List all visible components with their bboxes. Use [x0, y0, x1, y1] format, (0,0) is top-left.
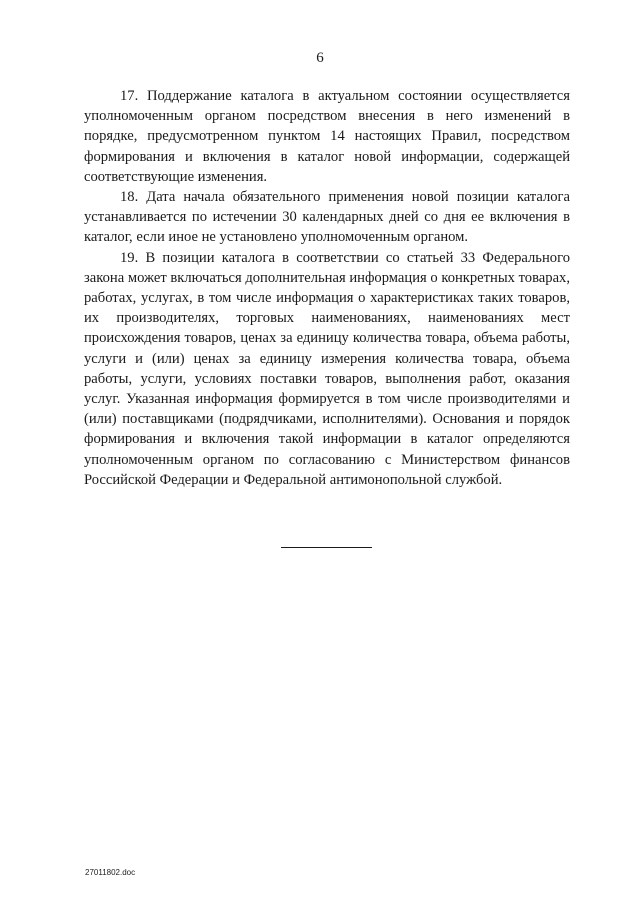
end-separator-line — [281, 547, 372, 548]
paragraph-18: 18. Дата начала обязательного применения новой позиции каталога устанавливается по истечении 30 календарных дней со дня ее включения в каталог, если иное не установлено уполномоченным органом. — [84, 189, 570, 246]
document-body — [84, 86, 570, 490]
paragraph-19: 19. В позиции каталога в соответствии со статьей 33 Федерального закона может включаться дополнительная информация о конкретных товарах, работах, услугах, в том числе информация о характеристиках таких товаров, их производителях, торговых наименованиях, наименованиях мест происхождения товаров, ценах за единицу количества товара, объема работы, услуги и (или) ценах за единицу измерения количества товара, объема работы, услуги, условиях поставки товаров, выполнения работ, оказания услуг. Указанная информация формируется в том числе производителями и (или) поставщиками (подрядчиками, исполнителями). Основания и порядок формирования и включения такой информации в каталог определяются уполномоченным органом по согласованию с Министерством финансов Российской Федерации и Федеральной антимонопольной службой. — [84, 249, 570, 488]
page-number: 6 — [316, 50, 324, 66]
footer-file-name: 27011802.doc — [85, 868, 136, 877]
paragraph-17: 17. Поддержание каталога в актуальном состоянии осуществляется уполномоченным органом посредством внесения в него изменений в порядке, предусмотренном пунктом 14 настоящих Правил, посредством формирования и включения в каталог новой информации, содержащей соответствующие изменения. — [84, 88, 570, 185]
